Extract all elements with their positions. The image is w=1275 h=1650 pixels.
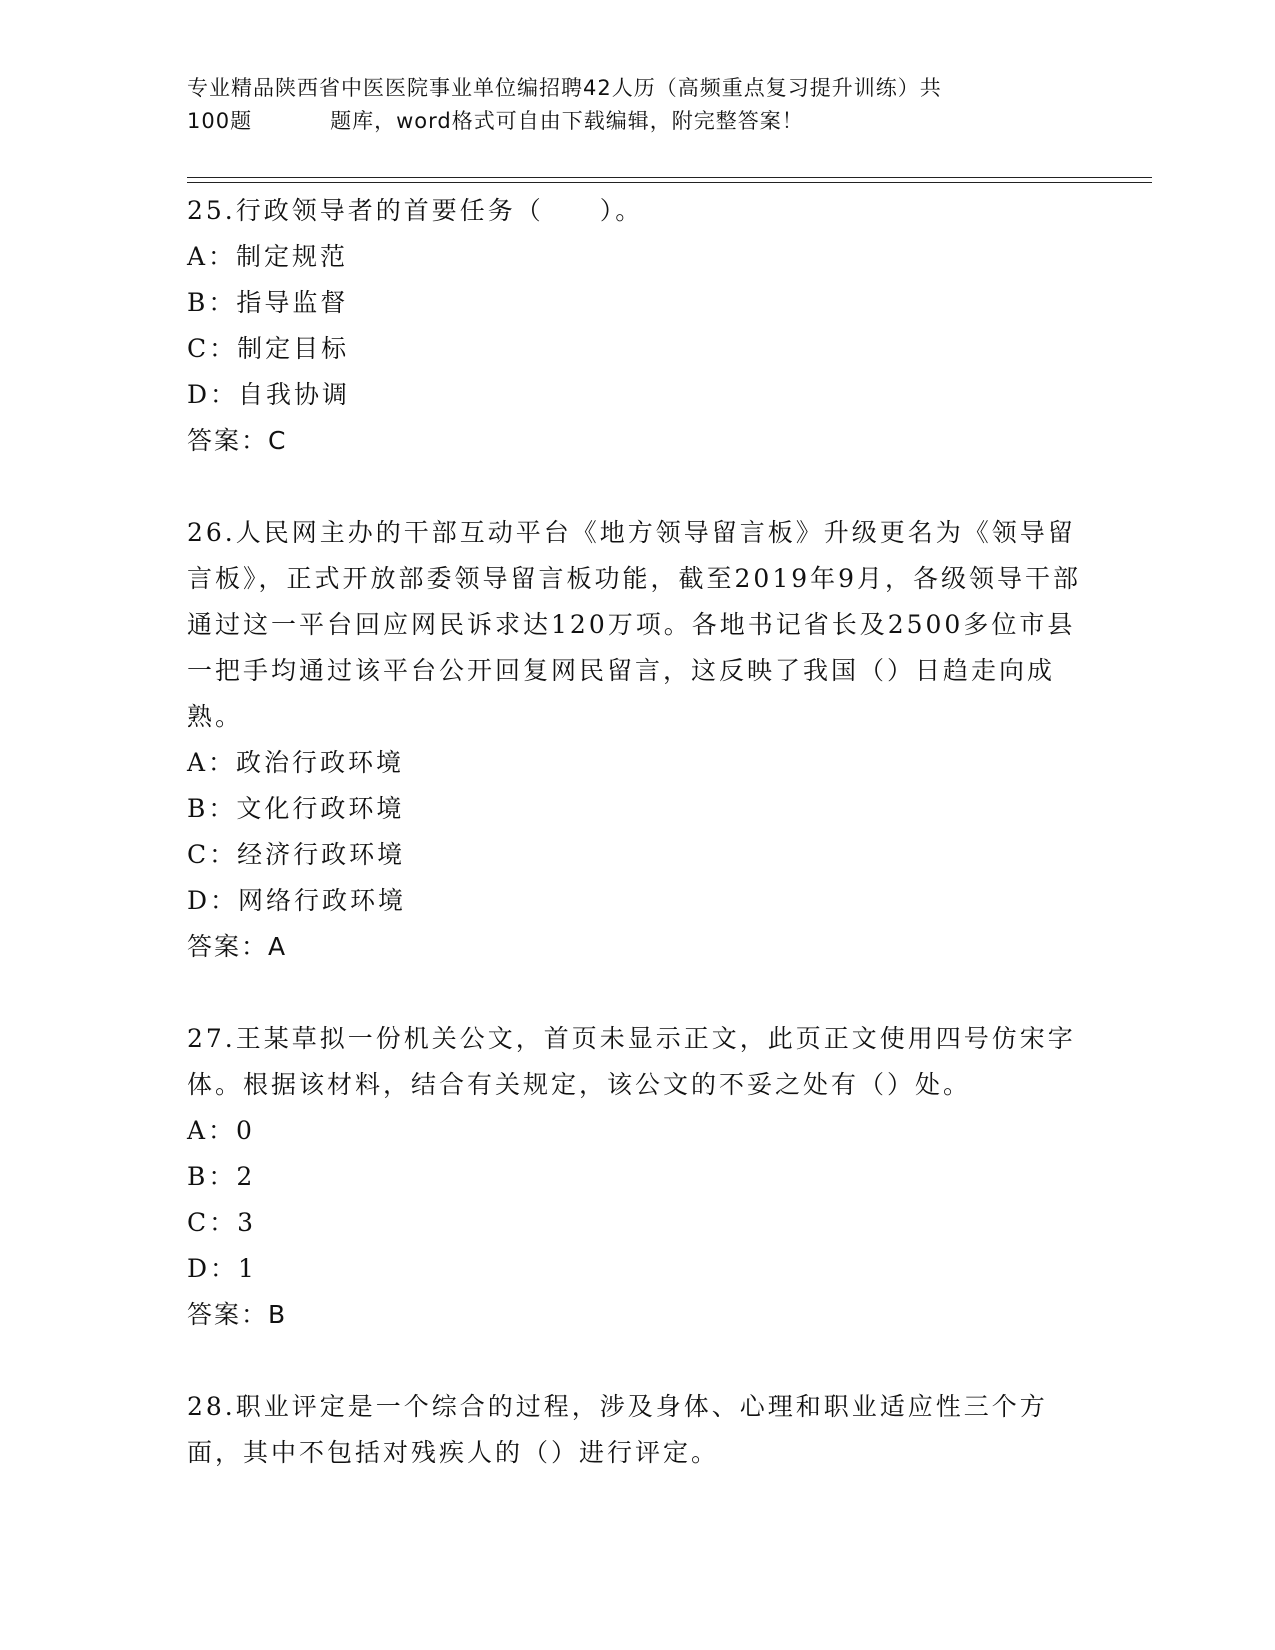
header-line-2-text: 题库，word格式可自由下载编辑，附完整答案！ bbox=[330, 109, 804, 133]
answer: 答案：A bbox=[187, 932, 288, 961]
header-divider-bottom bbox=[187, 182, 1152, 183]
option-c: C：3 bbox=[187, 1208, 257, 1237]
option-b: B：2 bbox=[187, 1162, 256, 1191]
option-c: C：制定目标 bbox=[187, 334, 350, 363]
header-line-2-count: 100题 bbox=[187, 109, 253, 133]
question-stem: 25.行政领导者的首要任务（ ）。 bbox=[187, 196, 644, 225]
question-28 bbox=[187, 1384, 1087, 1476]
option-a: A：0 bbox=[187, 1116, 255, 1145]
option-a: A：制定规范 bbox=[187, 242, 349, 271]
question-stem: 27.王某草拟一份机关公文，首页未显示正文，此页正文使用四号仿宋字体。根据该材料，结合有关规定，该公文的不妥之处有（）处。 bbox=[187, 1024, 1076, 1099]
option-d: D：网络行政环境 bbox=[187, 886, 407, 915]
option-b: B：指导监督 bbox=[187, 288, 349, 317]
question-list bbox=[187, 188, 1087, 1522]
question-26 bbox=[187, 510, 1087, 970]
question-27 bbox=[187, 1016, 1087, 1338]
option-d: D：自我协调 bbox=[187, 380, 351, 409]
question-stem: 26.人民网主办的干部互动平台《地方领导留言板》升级更名为《领导留言板》，正式开放部委领导留言板功能，截至2019年9月，各级领导干部通过这一平台回应网民诉求达120万项。各地书记省长及2500多位市县一把手均通过该平台公开回复网民留言，这反映了我国（）日趋走向成熟。 bbox=[187, 518, 1082, 731]
answer: 答案：C bbox=[187, 426, 288, 455]
option-d: D：1 bbox=[187, 1254, 257, 1283]
question-25 bbox=[187, 188, 1087, 464]
option-b: B：文化行政环境 bbox=[187, 794, 405, 823]
header-divider-top bbox=[187, 177, 1152, 178]
question-stem: 28.职业评定是一个综合的过程，涉及身体、心理和职业适应性三个方面，其中不包括对残疾人的（）进行评定。 bbox=[187, 1392, 1048, 1467]
answer: 答案：B bbox=[187, 1300, 288, 1329]
option-c: C：经济行政环境 bbox=[187, 840, 406, 869]
document-header bbox=[187, 72, 1067, 138]
option-a: A：政治行政环境 bbox=[187, 748, 405, 777]
header-line-1: 专业精品陕西省中医医院事业单位编招聘42人历（高频重点复习提升训练）共 bbox=[187, 76, 942, 100]
